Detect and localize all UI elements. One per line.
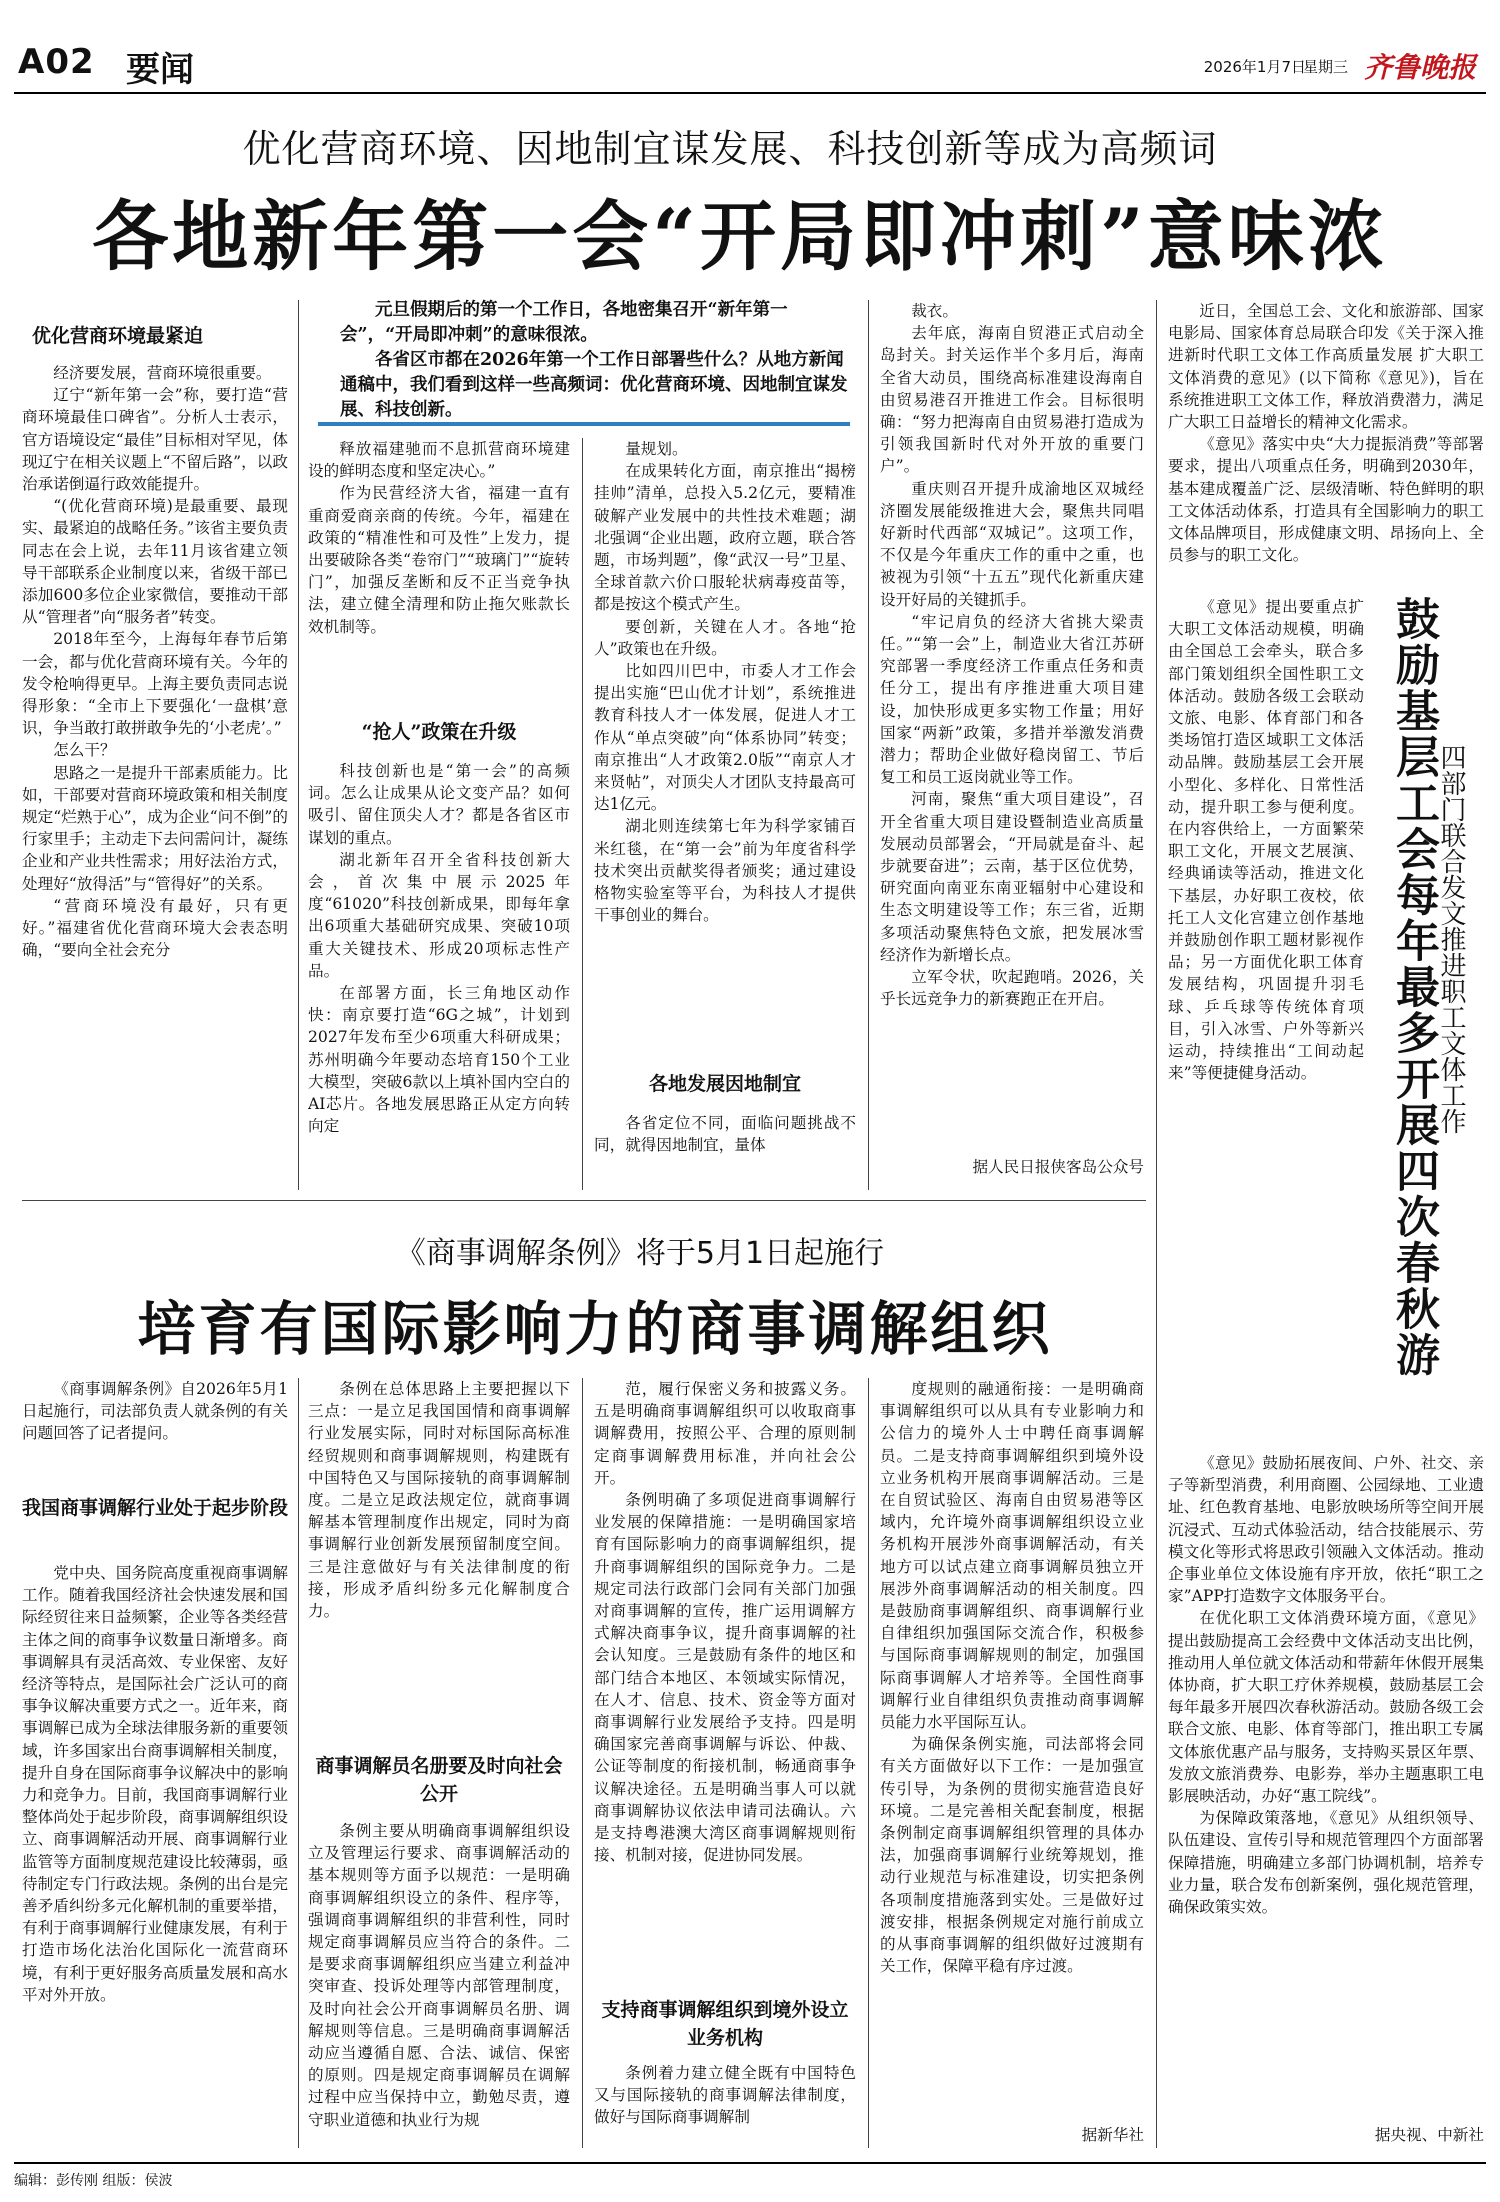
page-header — [14, 34, 1486, 94]
column-rule — [298, 300, 299, 1190]
column-rule — [582, 1378, 583, 2148]
article-paragraph: 在部署方面，长三角地区动作快：南京要打造“6G之城”，计划到2027年发布至少6项重大科研成果；苏州明确今年要动态培育150个工业大模型，突破6款以上填补国内空白的AI芯片。各地发展思路正从定方向转向定 — [308, 984, 570, 1136]
story3-credit: 据央视、中新社 — [1374, 2126, 1484, 2144]
story2-column-2b — [308, 1820, 570, 2148]
article-paragraph: 为确保条例实施，司法部将会同有关方面做好以下工作：一是加强宣传引导，为条例的贯彻实施营造良好环境。二是完善相关配套制度，根据条例制定商事调解组织管理的具体办法，加强商事调解行业统筹规划，推动行业规范与标准建设，切实把条例各项制度措施落到实处。三是做好过渡安排，根据条例规定对施行前成立的从事商事调解的组织做好过渡期有关工作，保障平稳有序过渡。 — [880, 1735, 1144, 1976]
column-rule — [298, 1378, 299, 2148]
article-paragraph: 科技创新也是“第一会”的高频词。怎么让成果从论文变产品？如何吸引、留住顶尖人才？都是各省区市谋划的重点。 — [308, 762, 570, 847]
article-paragraph: 重庆则召开提升成渝地区双城经济圈发展能级推进大会，聚焦共同唱好新时代西部“双城记”。这项工作，不仅是今年重庆工作的重中之重，也被视为引领“十五五”现代化新重庆建设开好局的关键抓手。 — [880, 479, 1144, 609]
story2-column-3a — [594, 1378, 856, 1984]
story1-column-3b — [594, 1112, 856, 1188]
article-paragraph: 度规则的融通衔接：一是明确商事调解组织可以从具有专业影响力和公信力的境外人士中聘任商事调解员。二是支持商事调解组织到境外设立业务机构开展商事调解活动。三是在自贸试验区、海南自由贸易港等区域内，允许境外商事调解组织设立业务机构开展涉外商事调解活动，有关地方可以试点建立商事调解员独立开展涉外商事调解活动的相关制度。四是鼓励商事调解组织、商事调解行业自律组织加强国际交流合作，积极参与国际商事调解规则的制定，加强国际商事调解人才培养等。全国性商事调解行业自律组织负责推动商事调解员能力水平国际互认。 — [880, 1380, 1144, 1732]
editor-credit: 编辑：彭传刚 组版：侯波 — [14, 2173, 173, 2189]
story1-lead — [318, 298, 850, 426]
article-paragraph: 量规划。 — [625, 440, 688, 458]
lead-paragraph: 各省区市都在2026年第一个工作日部署些什么？从地方新闻通稿中，我们看到这样一些高频词：优化营商环境、因地制宜谋发展、科技创新。 — [340, 350, 848, 420]
article-paragraph: 条例明确了多项促进商事调解行业发展的保障措施：一是明确国家培育有国际影响力的商事调解组织，提升商事调解组织的国际竞争力。二是规定司法行政部门会同有关部门加强对商事调解的宣传，推广运用调解方式解决商事争议，提升商事调解的社会认知度。三是鼓励有条件的地区和部门结合本地区、本领域实际情况，在人才、信息、技术、资金等方面对商事调解行业发展给予支持。四是明确国家完善商事调解与诉讼、仲裁、公证等制度的衔接机制，畅通商事争议解决途径。五是明确当事人可以就商事调解协议依法申请司法确认。六是支持粤港澳大湾区商事调解规则衔接、机制对接，促进协同发展。 — [594, 1491, 856, 1865]
paper-logo: 齐鲁晚报 — [1363, 51, 1476, 84]
article-paragraph: 在成果转化方面，南京推出“揭榜挂帅”清单，总投入5.2亿元，要精准破解产业发展中的共性技术难题；湖北强调“企业出题，政府立题，联合答题，市场判题”，像“武汉一号”卫星、全球首款六价口服轮状病毒疫苗等，都是按这个模式产生。 — [594, 462, 856, 614]
article-paragraph: 条例着力建立健全既有中国特色又与国际接轨的商事调解法律制度，做好与国际商事调解制 — [594, 2064, 856, 2127]
story3-subhead: 四部门联合发文推进职工文体工作 — [1436, 744, 1466, 1134]
column-rule — [868, 300, 869, 1190]
issue-weekday: 星期三 — [1302, 58, 1348, 76]
article-paragraph: 在优化职工文体消费环境方面，《意见》提出鼓励提高工会经费中文体活动支出比例，推动用人单位就文体活动和带薪年休假开展集体协商，扩大职工疗休养规模，鼓励基层工会每年最多开展四次春秋游活动。鼓励各级工会联合文旅、电影、体育等部门，推出职工专属文体旅优惠产品与服务，支持购买景区年票、发放文旅消费券、电影券，举办主题惠职工电影展映活动，办好“惠工院线”。 — [1168, 1609, 1484, 1806]
story2-column-1b — [22, 1562, 288, 2148]
story1-subheading-2: “抢人”政策在升级 — [361, 721, 517, 743]
page-footer — [14, 2162, 1486, 2190]
article-paragraph: 湖北新年召开全省科技创新大会，首次集中展示2025年度“61020”科技创新成果，即每年拿出6项重大基础研究成果、突破10项重大关键技术、形成20项标志性产品。 — [308, 850, 570, 980]
article-paragraph: 思路之一是提升干部素质能力。比如，干部要对营商环境政策和相关制度规定“烂熟于心”，成为企业“问不倒”的行家里手；主动走下去问需问计，凝练企业和产业共性需求；用好法治方式，处理好“放得活”与“管得好”的关系。 — [22, 763, 288, 893]
story3-paragraph: 《意见》提出要重点扩大职工文体活动规模，明确由全国总工会牵头，联合多部门策划组织全国性职工文体活动。鼓励各级工会联动文旅、电影、体育部门和各类场馆打造区域职工文体活动品牌。鼓励基层工会开展小型化、多样化、日常性活动，提升职工参与便利度。在内容供给上，一方面繁荣职工文化，开展文艺展演、经典诵读等活动，推进文化下基层，办好职工夜校，依托工人文化宫建立创作基地并鼓励创作职工题材影视作品；另一方面优化职工体育发展结构，巩固提升羽毛球、乒乓球等传统体育项目，引入冰雪、户外等新兴运动，持续推出“工间动起来”等便捷健身活动。 — [1168, 598, 1364, 1083]
column-rule — [1156, 300, 1157, 2148]
story1-column-2a — [308, 438, 570, 718]
story1-subheading-3: 各地发展因地制宜 — [648, 1073, 801, 1095]
article-paragraph: 《意见》鼓励拓展夜间、户外、社交、亲子等新型消费，利用商圈、公园绿地、工业遗址、红色教育基地、电影放映场所等空间开展沉浸式、互动式体验活动，结合技能展示、劳模文化等形式将思政引领融入文体活动。推动企事业单位文体设施有序开放，依托“职工之家”APP打造数字文体服务平台。 — [1168, 1454, 1484, 1606]
story2-column-2a — [308, 1378, 570, 1738]
article-paragraph: “(优化营商环境)是最重要、最现实、最紧迫的战略任务。”该省主要负责同志在会上说，去年11月该省建立领导干部联系企业制度以来，省级干部已添加600多位企业家微信，要推动干部从“管理者”向“服务者”转变。 — [22, 497, 288, 627]
issue-date: 2026年1月7日 — [1203, 58, 1306, 76]
article-paragraph: 湖北则连续第七年为科学家铺百米红毯，在“第一会”前为年度省科学技术突出贡献奖得者颁奖；通过建设格物实验室等平台，为科技人才提供干事创业的舞台。 — [594, 817, 856, 925]
article-paragraph: 2018年至今，上海每年春节后第一会，都与优化营商环境有关。今年的发令枪响得更早。上海主要负责同志说得形象：“全市上下要强化‘一盘棋’意识，争当敢打敢拼敢争先的‘小老虎’。” — [22, 630, 288, 738]
article-paragraph: 为保障政策落地，《意见》从组织领导、队伍建设、宣传引导和规范管理四个方面部署保障措施，明确建立多部门协调机制，培养专业力量，联合发布创新案例，强化规范管理，确保政策实效。 — [1168, 1809, 1484, 1917]
article-paragraph: 各省定位不同，面临问题挑战不同，就得因地制宜，量体 — [594, 1114, 856, 1155]
story2-credit: 据新华社 — [1081, 2126, 1144, 2144]
story2-column-1a — [22, 1378, 288, 1484]
story1-column-4 — [880, 300, 1144, 1150]
story3-bottom-text — [1168, 1452, 1484, 2118]
story2-column-4 — [880, 1378, 1144, 2118]
story2-column-3b — [594, 2062, 856, 2148]
story3-top-text — [1168, 300, 1484, 596]
article-paragraph: “牢记肩负的经济大省挑大梁责任。”“第一会”上，制造业大省江苏研究部署一季度经济工作重点任务和责任分工，提出有序推进重大项目建设，加快形成更多实物工作量；用好国家“两新”政策，多措并举激发消费潜力；帮助企业做好稳岗留工、节后复工和员工返岗就业等工作。 — [880, 612, 1144, 787]
lead-paragraph: 元旦假期后的第一个工作日，各地密集召开“新年第一会”，“开局即冲刺”的意味很浓。 — [340, 300, 788, 345]
story3-paragraph: 近日，全国总工会、文化和旅游部、国家电影局、国家体育总局联合印发《关于深入推进新时代职工文体工作高质量发展 扩大职工文体消费的意见》(以下简称《意见》)，旨在系统推进职工文体工作，释放消费潜力，满足广大职工日益增长的精神文化需求。 — [1168, 302, 1484, 432]
story3-paragraph: 《意见》落实中央“大力提振消费”等部署要求，提出八项重点任务，明确到2030年，基本建成覆盖广泛、层级清晰、特色鲜明的职工文体活动体系，打造具有全国影响力的职工文体品牌项目，形成健康文明、昂扬向上、全员参与的职工文化。 — [1168, 435, 1484, 565]
story-divider — [22, 1200, 1146, 1201]
story1-kicker: 优化营商环境、因地制宜谋发展、科技创新等成为高频词 — [242, 127, 1218, 171]
story3-headline: 鼓励基层工会每年最多开展四次春秋游 — [1388, 596, 1439, 1378]
story1-column-3a — [594, 438, 856, 1058]
page-number: A02 — [18, 42, 95, 82]
story1-column-1 — [22, 362, 288, 1188]
article-paragraph: 比如四川巴中，市委人才工作会提出实施“巴山优才计划”，系统推进教育科技人才一体发展，促进人才工作从“单点突破”向“体系协同”转变；南京推出“人才政策2.0版”“南京人才来贤帖”，对顶尖人才团队支持最高可达1亿元。 — [594, 662, 856, 814]
article-paragraph: 怎么干？ — [53, 741, 116, 760]
story2-subheading-2: 商事调解员名册要及时向社会公开 — [315, 1755, 563, 1805]
story2-headline: 培育有国际影响力的商事调解组织 — [137, 1295, 1053, 1363]
story1-credit-box — [880, 1150, 1144, 1180]
article-paragraph: “营商环境没有最好，只有更好。”福建省优化营商环境大会表态明确，“要向全社会充分 — [22, 896, 288, 960]
article-paragraph: 党中央、国务院高度重视商事调解工作。随着我国经济社会快速发展和国际经贸往来日益频繁，企业等各类经营主体之间的商事争议数量日渐增多。商事调解具有灵活高效、专业保密、友好经济等特点，是国际社会广泛认可的商事争议解决重要方式之一。近年来，商事调解已成为全球法律服务新的重要领域，许多国家出台商事调解相关制度，提升自身在国际商事争议解决中的影响力和竞争力。目前，我国商事调解行业整体尚处于起步阶段，商事调解组织设立、商事调解活动开展、商事调解行业监管等方面制度规范建设比较薄弱，亟待制定专门行政法规。条例的出台是完善矛盾纠纷多元化解机制的重要举措，有利于商事调解行业健康发展，有利于打造市场化法治化国际化一流营商环境，有利于更好服务高质量发展和高水平对外开放。 — [22, 1564, 288, 2004]
article-paragraph: 要创新，关键在人才。各地“抢人”政策也在升级。 — [594, 617, 856, 658]
article-paragraph: 去年底，海南自贸港正式启动全岛封关。封关运作半个多月后，海南全省大动员，围绕高标准建设海南自由贸易港召开推进工作会。目标很明确：“努力把海南自由贸易港打造成为引领我国新时代对外开放的重要门户”。 — [880, 324, 1144, 476]
article-paragraph: 河南，聚焦“重大项目建设”，召开全省重大项目建设暨制造业高质量发展动员部署会，“开局就是奋斗、起步就要奋进”；云南，基于区位优势，研究面向南亚东南亚辐射中心建设和生态文明建设等工作；东三省，近期多项活动聚焦特色文旅，把发展冰雪经济作为新增长点。 — [880, 790, 1144, 964]
story2-kicker: 《商事调解条例》将于5月1日起施行 — [395, 1236, 885, 1271]
article-paragraph: 《商事调解条例》自2026年5月1日起施行，司法部负责人就条例的有关问题回答了记者提问。 — [22, 1380, 288, 1443]
story2-credit-box — [880, 2118, 1144, 2146]
article-paragraph: 立军令状，吹起跑哨。2026，关乎长远竞争力的新赛跑正在开启。 — [880, 968, 1144, 1009]
column-rule — [868, 1378, 869, 2148]
story1-credit: 据人民日报侠客岛公众号 — [972, 1158, 1144, 1176]
story2-subheading-1: 我国商事调解行业处于起步阶段 — [22, 1497, 289, 1519]
article-paragraph: 释放福建驰而不息抓营商环境建设的鲜明态度和坚定决心。” — [308, 440, 570, 481]
story1-subheading-1: 优化营商环境最紧迫 — [32, 325, 204, 347]
article-paragraph: 辽宁“新年第一会”称，要打造“营商环境最佳口碑省”。分析人士表示，官方语境设定“最佳”目标相对罕见，体现辽宁在相关议题上“不留后路”，以政治承诺倒逼行政效能提升。 — [22, 386, 288, 494]
article-paragraph: 范，履行保密义务和披露义务。五是明确商事调解组织可以收取商事调解费用，按照公平、合理的原则制定商事调解费用标准，并向社会公开。 — [594, 1380, 856, 1487]
column-rule — [582, 438, 583, 1190]
article-paragraph: 经济要发展，营商环境很重要。 — [53, 364, 272, 382]
section-name: 要闻 — [126, 50, 194, 90]
article-paragraph: 裁衣。 — [911, 302, 958, 320]
article-paragraph: 条例主要从明确商事调解组织设立及管理运行要求、商事调解活动的基本规则等方面予以规范：一是明确商事调解组织设立的条件、程序等，强调商事调解组织的非营利性，同时规定商事调解员应当符合的条件。二是要求商事调解组织应当建立利益冲突审查、投诉处理等内部管理制度，及时向社会公开商事调解员名册、调解规则等信息。三是明确商事调解活动应当遵循自愿、合法、诚信、保密的原则。四是规定商事调解员在调解过程中应当保持中立，勤勉尽责，遵守职业道德和执业行为规 — [308, 1822, 570, 2129]
story3-credit-box — [1168, 2118, 1484, 2146]
story1-column-2b — [308, 760, 570, 1188]
story3-narrow-text — [1168, 596, 1364, 1450]
story2-subheading-3: 支持商事调解组织到境外设立业务机构 — [601, 1999, 849, 2049]
article-paragraph: 作为民营经济大省，福建一直有重商爱商亲商的传统。今年，福建在政策的“精准性和可及性”上发力，提出要破除各类“卷帘门”“玻璃门”“旋转门”，加强反垄断和反不正当竞争执法，建立健全清理和防止拖欠账款长效机制等。 — [308, 484, 570, 636]
article-paragraph: 条例在总体思路上主要把握以下三点：一是立足我国国情和商事调解行业发展实际，同时对标国际高标准经贸规则和商事调解规则，构建既有中国特色又与国际接轨的商事调解制度。二是立足政法规定位，就商事调解基本管理制度作出规定，同时为商事调解行业创新发展预留制度空间。三是注意做好与有关法律制度的衔接，形成矛盾纠纷多元化解制度合力。 — [308, 1380, 570, 1621]
story1-headline: 各地新年第一会“开局即冲刺”意味浓 — [92, 192, 1388, 281]
